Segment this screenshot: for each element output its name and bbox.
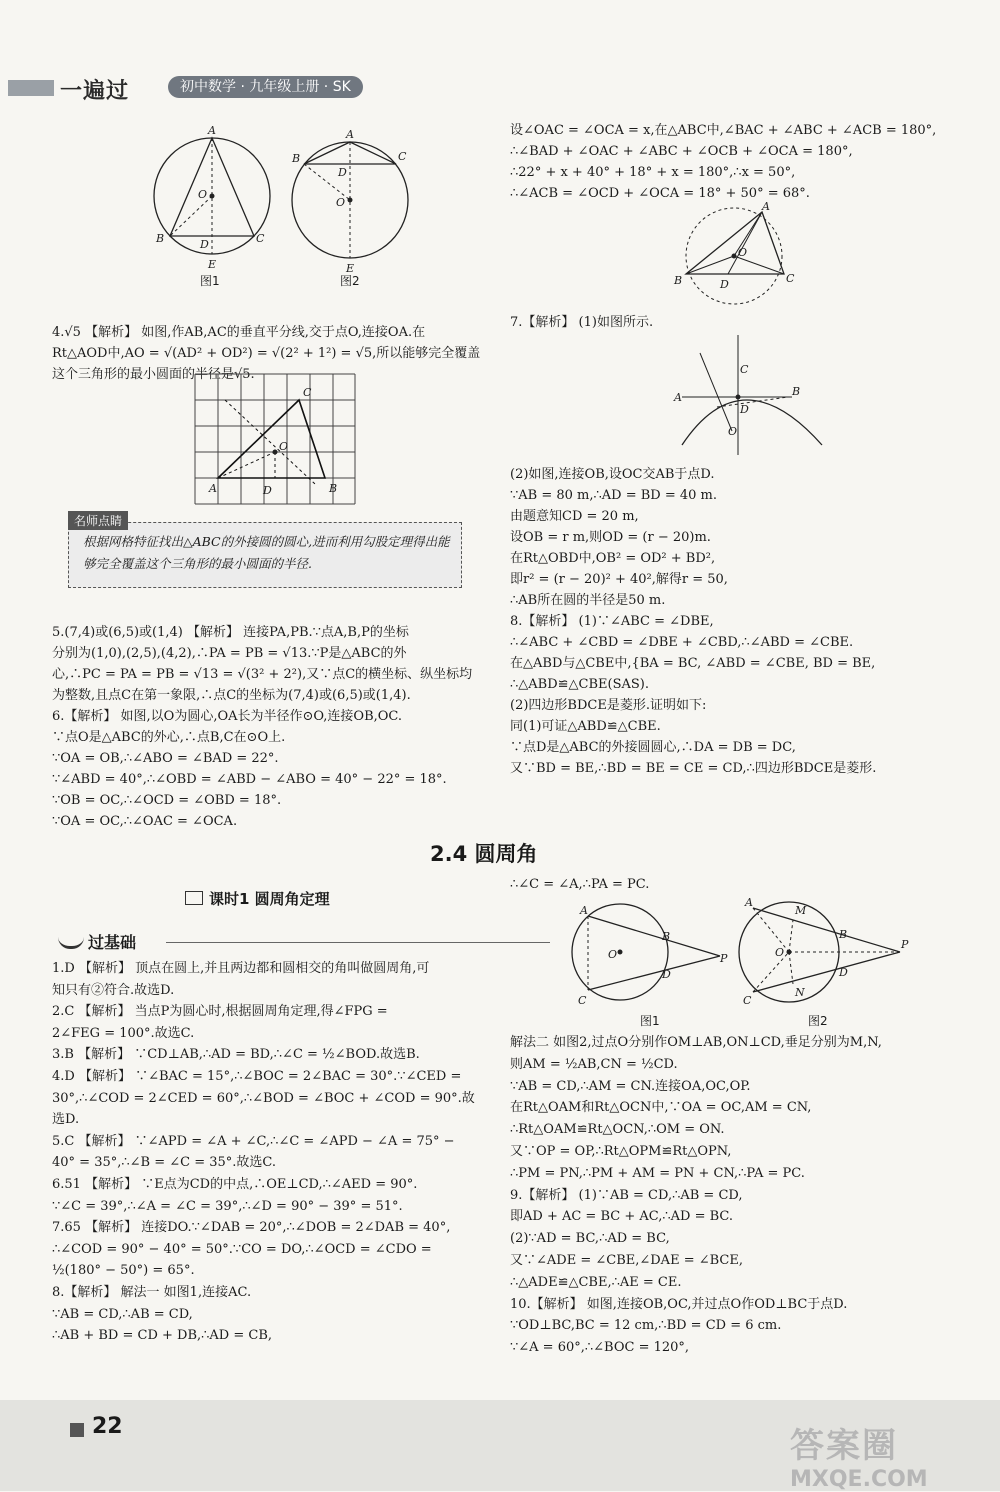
svg-text:A: A bbox=[346, 128, 354, 141]
lesson-label: 课时1 圆周角定理 bbox=[209, 890, 330, 908]
answer-line: ∵OD⊥BC,BC = 12 cm,∴BD = CD = 6 cm. bbox=[510, 1318, 782, 1334]
svg-text:D: D bbox=[263, 484, 272, 497]
footer-square bbox=[70, 1423, 84, 1437]
answers-5-6-block bbox=[52, 622, 492, 832]
watermark bbox=[790, 1418, 928, 1492]
page-number: 22 bbox=[92, 1414, 123, 1439]
answer-line: ∴AB + BD = CD + DB,∴AD = CB, bbox=[52, 1328, 273, 1344]
fig3-caption: 图1 bbox=[640, 1014, 660, 1028]
svg-text:B: B bbox=[674, 274, 683, 287]
fig4-caption: 图2 bbox=[808, 1014, 828, 1028]
answer-line: Rt△AOD中,AO = √(AD² + OD²) = √(2² + 1²) = √5,所以能够完全覆盖 bbox=[52, 346, 481, 361]
svg-text:N: N bbox=[795, 986, 805, 999]
svg-text:E: E bbox=[346, 262, 355, 275]
lesson-title bbox=[185, 888, 330, 909]
answer-line: 又∵∠ADE = ∠CBE,∠DAE = ∠BCE, bbox=[510, 1252, 743, 1268]
answer-line: ∴Rt△OAM≌Rt△OCN,∴OM = ON. bbox=[510, 1122, 725, 1138]
header-bar bbox=[8, 80, 54, 96]
answer-line: ∵OA = OB,∴∠ABO = ∠BAD = 22°. bbox=[52, 751, 279, 766]
answer-line: 设OB = r m,则OD = (r − 20)m. bbox=[510, 530, 711, 545]
answer-line: 又∵OP = OP,∴Rt△OPM≌Rt△OPN, bbox=[510, 1143, 732, 1159]
svg-text:B: B bbox=[839, 928, 848, 941]
svg-text:O: O bbox=[775, 946, 785, 959]
answer-line: 则AM = ½AB,CN = ½CD. bbox=[510, 1056, 678, 1072]
circle-figure-2 bbox=[290, 126, 420, 276]
svg-text:B: B bbox=[662, 930, 671, 943]
answer-line: 心,∴PC = PA = PB = √13 = √(3² + 2²),又∵点C的横坐标、纵坐标均 bbox=[52, 667, 473, 682]
brand-logo: 一遍过 bbox=[60, 79, 130, 104]
answer-line: ∴△ADE≌△CBE,∴AE = CE. bbox=[510, 1274, 682, 1290]
basics-label: 过基础 bbox=[88, 933, 137, 952]
section-title: 2.4 圆周角 bbox=[430, 842, 538, 866]
answer-line: 分别为(1,0),(2,5),(4,2),∴PA = PB = √13.∵P是△ABC的外 bbox=[52, 646, 407, 661]
answer-line: 选D. bbox=[52, 1112, 80, 1128]
answer-line: ∴AB所在圆的半径是50 m. bbox=[510, 593, 666, 608]
answer-line: ∴∠COD = 90° − 40° = 50°.∵CO = DO,∴∠OCD = ∠CDO = bbox=[52, 1241, 432, 1257]
svg-text:D: D bbox=[740, 403, 749, 416]
answer-line: 9.【解析】 (1)∵AB = CD,∴AB = CD, bbox=[510, 1187, 743, 1203]
svg-text:D: D bbox=[720, 278, 729, 291]
answer-line: ∵∠A = 60°,∴∠BOC = 120°, bbox=[510, 1340, 690, 1356]
svg-text:A: A bbox=[674, 391, 682, 404]
page-header bbox=[8, 74, 388, 104]
answer-line: ∵AB = CD,∴AM = CN.连接OA,OC,OP. bbox=[510, 1078, 751, 1094]
svg-text:O: O bbox=[608, 948, 618, 961]
arc-construction-figure bbox=[672, 335, 832, 465]
svg-text:B: B bbox=[156, 232, 165, 245]
answer-line: ∴∠C = ∠A,∴PA = PC. bbox=[510, 877, 650, 892]
answer-line: 即AD + AC = BC + AC,∴AD = BC. bbox=[510, 1209, 734, 1225]
answer-line: 10.【解析】 如图,连接OB,OC,并过点O作OD⊥BC于点D. bbox=[510, 1296, 848, 1312]
answer-line: ∴22° + x + 40° + 18° + x = 180°,∴x = 50°, bbox=[510, 165, 796, 180]
answer-line: ∴PM = PN,∴PM + AM = PN + CN,∴PA = PC. bbox=[510, 1165, 805, 1181]
answer-line: 解法二 如图2,过点O分别作OM⊥AB,ON⊥CD,垂足分别为M,N, bbox=[510, 1035, 882, 1050]
answers-8-10-block bbox=[510, 1032, 980, 1359]
svg-text:B: B bbox=[329, 482, 338, 495]
answer-line: (2)∵AD = BC,∴AD = BC, bbox=[510, 1231, 670, 1247]
basics-divider bbox=[166, 942, 550, 943]
basics-header bbox=[58, 930, 498, 952]
answer-line: ∵OB = OC,∴∠OCD = ∠OBD = 18°. bbox=[52, 793, 282, 808]
answer-line: ∵AB = 80 m,∴AD = BD = 40 m. bbox=[510, 488, 718, 503]
tip-tag: 名师点睛 bbox=[68, 511, 128, 530]
answer-line: 7.65 【解析】 连接DO.∵∠DAB = 20°,∴∠DOB = 2∠DAB = 40°, bbox=[52, 1220, 451, 1236]
answer-line: 1.D 【解析】 顶点在圆上,并且两边都和圆相交的角叫做圆周角,可 bbox=[52, 961, 430, 976]
answer-line: ∵点O是△ABC的外心,∴点B,C在⊙O上. bbox=[52, 730, 286, 745]
answer-line: 知只有②符合.故选D. bbox=[52, 982, 175, 998]
svg-text:E: E bbox=[208, 258, 217, 271]
svg-text:C: C bbox=[398, 150, 407, 163]
answer-line: ∵OA = OC,∴∠OAC = ∠OCA. bbox=[52, 814, 238, 829]
answer-line: ∵点D是△ABC的外接圆圆心,∴DA = DB = DC, bbox=[510, 740, 796, 755]
svg-text:A: A bbox=[745, 896, 753, 909]
answer-line: ∵∠C = 39°,∴∠A = ∠C = 39°,∴∠D = 90° − 39° = 51°. bbox=[52, 1198, 403, 1214]
svg-text:B: B bbox=[292, 152, 301, 165]
answers-lesson1-block bbox=[52, 958, 492, 1347]
svg-text:D: D bbox=[200, 238, 209, 251]
grid-figure bbox=[195, 374, 355, 509]
svg-text:A: A bbox=[580, 904, 588, 917]
answer-6-continued bbox=[510, 120, 980, 204]
teacher-tip-box bbox=[68, 514, 462, 588]
answer-line: ∴∠ACB = ∠OCD + ∠OCA = 18° + 50° = 68°. bbox=[510, 186, 810, 201]
answer-line: 又∵BD = BE,∴BD = BE = CE = CD,∴四边形BDCE是菱形. bbox=[510, 761, 877, 776]
book-icon bbox=[185, 891, 203, 905]
circle-figure-1 bbox=[150, 126, 280, 276]
secant-figure-2 bbox=[735, 896, 915, 1010]
answer-line: 为整数,且点C在第一象限,∴点C的坐标为(7,4)或(6,5)或(1,4). bbox=[52, 688, 411, 703]
answer-line: ½(180° − 50°) = 65°. bbox=[52, 1263, 195, 1279]
answer-line: 8.【解析】 (1)∵∠ABC = ∠DBE, bbox=[510, 614, 714, 629]
answer-line: 即r² = (r − 20)² + 40²,解得r = 50, bbox=[510, 572, 728, 587]
answer-7-heading bbox=[510, 312, 980, 333]
answer-line: ∵AB = CD,∴AB = CD, bbox=[52, 1306, 193, 1322]
svg-text:A: A bbox=[208, 124, 216, 137]
answer-line: 5.C 【解析】 ∵∠APD = ∠A + ∠C,∴∠C = ∠APD − ∠A = 75° − bbox=[52, 1133, 455, 1149]
answer-line: ∴△ABD≌△CBE(SAS). bbox=[510, 677, 649, 692]
answers-7-8-block bbox=[510, 464, 980, 779]
svg-text:O: O bbox=[279, 440, 289, 453]
wave-icon bbox=[58, 934, 84, 949]
answer-line: 设∠OAC = ∠OCA = x,在△ABC中,∠BAC + ∠ABC + ∠ACB = 180°, bbox=[510, 123, 937, 138]
answer-line: 同(1)可证△ABD≌△CBE. bbox=[510, 719, 661, 734]
answer-line: 由题意知CD = 20 m, bbox=[510, 509, 639, 524]
answer-line: 这个三角形的最小圆面的半径是√5. bbox=[52, 367, 255, 382]
answer-line: 4.D 【解析】 ∵∠BAC = 15°,∴∠BOC = 2∠BAC = 30°.∵∠CED = bbox=[52, 1068, 462, 1084]
svg-text:O: O bbox=[728, 425, 738, 438]
svg-text:P: P bbox=[901, 938, 909, 951]
svg-text:D: D bbox=[662, 968, 671, 981]
answer-line: 7.【解析】 (1)如图所示. bbox=[510, 315, 654, 330]
svg-text:A: A bbox=[762, 200, 770, 213]
answer-line: 在△ABD与△CBE中,{BA = BC, ∠ABD = ∠CBE, BD = BE, bbox=[510, 656, 876, 671]
watermark-url: MXQE.COM bbox=[790, 1467, 928, 1492]
circumcircle-figure bbox=[672, 200, 802, 314]
svg-text:M: M bbox=[795, 904, 807, 917]
answer-line: 在Rt△OAM和Rt△OCN中,∵OA = OC,AM = CN, bbox=[510, 1100, 812, 1116]
answer-line: 40° = 35°,∴∠B = ∠C = 35°.故选C. bbox=[52, 1155, 277, 1171]
answer-line: ∵∠ABD = 40°,∴∠OBD = ∠ABD − ∠ABO = 40° − 22° = 18°. bbox=[52, 772, 447, 787]
tip-text: 根据网格特征找出△ABC的外接圆的圆心,进而利用勾股定理得出能够完全覆盖这个三角形的最小圆面的半径. bbox=[83, 534, 450, 571]
svg-text:D: D bbox=[338, 166, 347, 179]
subject-badge: 初中数学 · 九年级上册 · SK bbox=[168, 76, 363, 98]
answer-line: 3.B 【解析】 ∵CD⊥AB,∴AD = BD,∴∠C = ½∠BOD.故选B. bbox=[52, 1047, 420, 1063]
svg-text:C: C bbox=[303, 386, 312, 399]
answer-8-conclusion bbox=[510, 874, 980, 895]
svg-text:O: O bbox=[738, 246, 748, 259]
answer-line: (2)如图,连接OB,设OC交AB于点D. bbox=[510, 467, 715, 482]
svg-text:C: C bbox=[256, 232, 265, 245]
answer-line: 4.√5 【解析】 如图,作AB,AC的垂直平分线,交于点O,连接OA.在 bbox=[52, 325, 426, 340]
svg-text:O: O bbox=[336, 196, 346, 209]
answer-line: 2∠FEG = 100°.故选C. bbox=[52, 1025, 195, 1041]
answer-line: ∴∠ABC + ∠CBD = ∠DBE + ∠CBD,∴∠ABD = ∠CBE. bbox=[510, 635, 854, 650]
svg-text:D: D bbox=[839, 966, 848, 979]
answer-line: 30°,∴∠COD = 2∠CED = 60°,∴∠BOD = ∠BOC + ∠COD = 90°.故 bbox=[52, 1090, 475, 1106]
svg-text:A: A bbox=[209, 482, 217, 495]
svg-text:P: P bbox=[720, 952, 728, 965]
fig1-caption: 图1 bbox=[200, 274, 220, 288]
answer-line: 5.(7,4)或(6,5)或(1,4) 【解析】 连接PA,PB.∵点A,B,P的坐标 bbox=[52, 625, 409, 640]
answer-line: 6.【解析】 如图,以O为圆心,OA长为半径作⊙O,连接OB,OC. bbox=[52, 709, 403, 724]
answer-line: ∴∠BAD + ∠OAC + ∠ABC + ∠OCB + ∠OCA = 180°, bbox=[510, 144, 853, 159]
answer-line: 8.【解析】 解法一 如图1,连接AC. bbox=[52, 1284, 252, 1300]
svg-text:C: C bbox=[578, 994, 587, 1007]
answer-line: 在Rt△OBD中,OB² = OD² + BD², bbox=[510, 551, 716, 566]
svg-text:O: O bbox=[198, 188, 208, 201]
answer-line: 2.C 【解析】 当点P为圆心时,根据圆周角定理,得∠FPG = bbox=[52, 1004, 388, 1020]
answer-line: 6.51 【解析】 ∵E点为CD的中点,∴OE⊥CD,∴∠AED = 90°. bbox=[52, 1176, 418, 1192]
svg-text:C: C bbox=[743, 994, 752, 1007]
svg-text:B: B bbox=[792, 385, 801, 398]
watermark-text: 答案圈 bbox=[790, 1426, 898, 1466]
answer-line: (2)四边形BDCE是菱形.证明如下: bbox=[510, 698, 707, 713]
fig2-caption: 图2 bbox=[340, 274, 360, 288]
svg-text:C: C bbox=[740, 363, 749, 376]
secant-figure-1 bbox=[570, 900, 735, 1010]
svg-text:C: C bbox=[786, 272, 795, 285]
